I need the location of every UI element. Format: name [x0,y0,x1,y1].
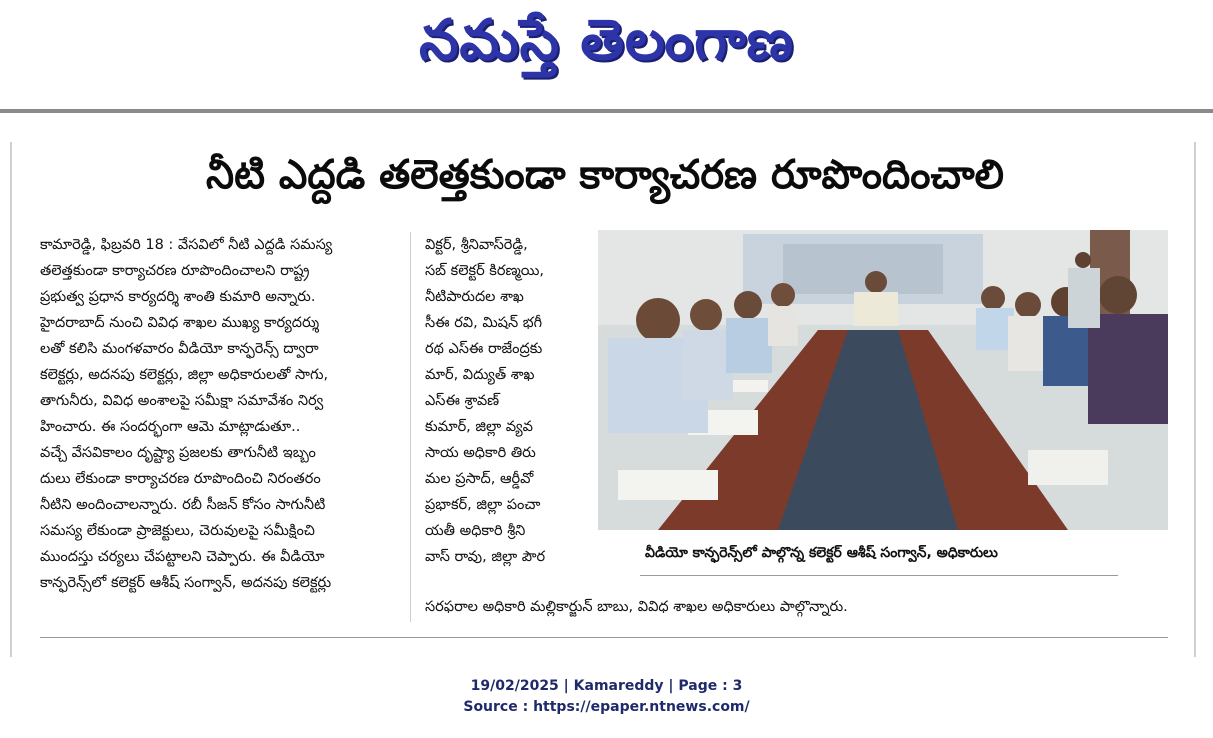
article-text-line: కలెక్టర్లు, అదనపు కలెక్టర్లు, జిల్లా అధికారులతో సాగు, [40,367,329,383]
article-text-line: ముందస్తు చర్యలు చేపట్టాలని చెప్పారు. ఈ వీడియో [40,549,325,565]
article-text-line: మల ప్రసాద్, ఆర్డీవో [425,471,534,487]
article-text-line: సాయ అధికారి తిరు [425,445,536,461]
article-left-column [40,232,398,596]
article-text-line: యతీ అధికారి శ్రీని [425,523,526,539]
clip-bottom-rule [40,637,1168,638]
column-divider [410,232,411,622]
article-text-line: నీటిని అందించాలన్నారు. రబీ సీజన్ కోసం సాగునీటి [40,497,326,513]
article-text-line: విక్టర్, శ్రీనివాస్‌రెడ్డి, [425,237,528,253]
article-text-line: రథ ఎస్ఈ రాజేంద్రకు [425,341,543,357]
clip-right-border [1194,142,1196,657]
article-photo-video-conference [598,230,1168,530]
article-headline: నీటి ఎద్దడి తలెత్తకుండా కార్యాచరణ రూపొందించాలి [206,152,1004,198]
newspaper-logo: నమస్తే తెలంగాణ [419,8,794,73]
article-text-line: నీటిపారుదల శాఖ [425,289,524,305]
article-text-line: కాన్ఫరెన్స్‌లో కలెక్టర్ ఆశీష్ సంగ్వాన్, అదనపు కలెక్టర్లు [40,575,332,591]
article-text-line: ఎస్ఈ శ్రావణ్ [425,393,500,409]
article-text-line: దులు లేకుండా కార్యాచరణ రూపొందించి నిరంతరం [40,471,321,487]
article-text-line: ప్రభాకర్, జిల్లా పంచా [425,497,541,513]
masthead [0,0,1213,95]
clip-left-border [10,142,12,657]
article-text-line: మార్, విద్యుత్ శాఖ [425,367,535,383]
article-text-line: సీఈ రవి, మిషన్ భగీ [425,315,543,331]
footer-source-url[interactable]: Source : https://epaper.ntnews.com/ [463,699,750,715]
article-text-line: లతో కలిసి మంగళవారం వీడియో కాన్ఫరెన్స్ ద్వారా [40,341,319,357]
article-text-line: తాగునీరు, వివిధ అంశాలపై సమీక్షా సమావేశం నిర్వ [40,393,324,409]
article-text-line: సబ్ కలెక్టర్ కిరణ్మయి, [425,263,544,279]
article-text-line: సమస్య లేకుండా ప్రాజెక్టులు, చెరువులపై సమీక్షించి [40,523,315,539]
masthead-divider [0,109,1213,113]
article-text-line: వాస్ రావు, జిల్లా పౌర [425,549,546,565]
article-text-line: హించారు. ఈ సందర్భంగా ఆమె మాట్లాడుతూ.. [40,419,301,435]
article-text-line: కుమార్, జిల్లా వ్యవ [425,419,533,435]
photo-caption: వీడియో కాన్ఫరెన్స్‌లో పాల్గొన్న కలెక్టర్ ఆశీష్ సంగ్వాన్, అధికారులు [645,545,998,561]
article-text-line: ప్రభుత్వ ప్రధాన కార్యదర్శి శాంతి కుమారి అన్నారు. [40,289,316,305]
caption-underline [640,575,1118,576]
article-text-line: హైదరాబాద్ నుంచి వివిధ శాఖల ముఖ్య కార్యదర్శు [40,315,320,331]
footer-date-edition-page: 19/02/2025 | Kamareddy | Page : 3 [470,678,743,694]
article-text-line: తలెత్తకుండా కార్యాచరణ రూపొందించాలని రాష్ట్ర [40,263,310,279]
article-middle-column [425,232,587,570]
article-text-line: వచ్చే వేసవికాలం దృష్ట్యా ప్రజలకు తాగునీటి ఇబ్బం [40,445,316,461]
article-text-line: కామారెడ్డి, ఫిబ్రవరి 18 : వేసవిలో నీటి ఎద్దడి సమస్య [40,237,333,253]
article-continuation-line: సరఫరాల అధికారి మల్లికార్జున్ బాబు, వివిధ శాఖల అధికారులు పాల్గొన్నారు. [425,599,848,615]
meeting-photo-illustration [598,230,1168,530]
source-footer [0,676,1213,718]
